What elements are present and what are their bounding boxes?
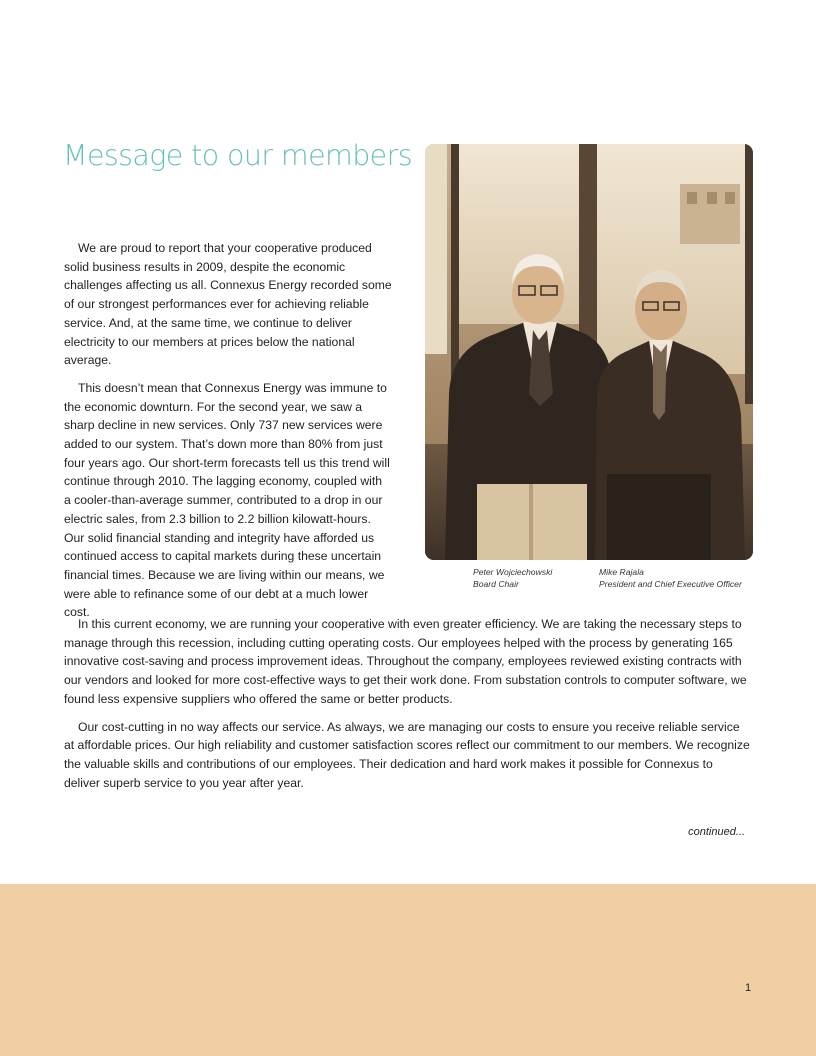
caption-name: Mike Rajala <box>599 567 644 577</box>
leaders-photo-illustration <box>425 144 753 560</box>
page-number: 1 <box>745 982 752 994</box>
paragraph: In this current economy, we are running your cooperative with even greater efficiency. We are taking the necessary steps to manage through this recession, including cutting operating costs. Our employees helped with the process by generating 165 innovative cost-saving and process improvement ideas. Throughout the company, employees reviewed existing contracts with our vendors and looked for more cost-effective ways to get their work done. From substation controls to computer software, we found less expensive suppliers who offered the same or better products. <box>64 617 747 706</box>
photo-caption-left <box>473 567 552 590</box>
leaders-photo <box>425 144 753 560</box>
continued-note: continued... <box>688 826 745 838</box>
page-title: Message to our members <box>63 139 412 172</box>
footer-band <box>0 884 816 1056</box>
body-text <box>64 615 752 801</box>
paragraph: We are proud to report that your cooperative produced solid business results in 2009, despite the economic challenges affecting us all. Connexus Energy recorded some of our strongest performances ever for achieving reliable service. And, at the same time, we continue to deliver electricity to our members at prices below the national average. <box>64 241 392 368</box>
caption-name: Peter Wojciechowski <box>473 567 553 577</box>
photo-caption-right <box>599 567 742 590</box>
intro-column <box>64 239 392 622</box>
caption-title: President and Chief Executive Officer <box>599 578 742 589</box>
paragraph: This doesn’t mean that Connexus Energy was immune to the economic downturn. For the second year, we saw a sharp decline in new services. Only 737 new services were added to our system. That’s down more than 80% from just four years ago. Our short-term forecasts tell us this trend will continue through 2010. The lagging economy, coupled with a cooler-than-average summer, contributed to a drop in our electric sales, from 2.3 billion to 2.2 billion kilowatt-hours. Our solid financial standing and integrity have afforded us continued access to capital markets during these uncertain financial times. Because we are living within our means, we were able to refinance some of our debt at a much lower cost. <box>64 380 390 620</box>
caption-title: Board Chair <box>473 578 519 589</box>
paragraph: Our cost-cutting in no way affects our service. As always, we are managing our costs to ensure you receive reliable service at affordable prices. Our high reliability and customer satisfaction scores reflect our commitment to our members. We recognize the valuable skills and contributions of our employees. Their dedication and hard work makes it possible for Connexus to deliver superb service to you year after year. <box>64 719 750 790</box>
